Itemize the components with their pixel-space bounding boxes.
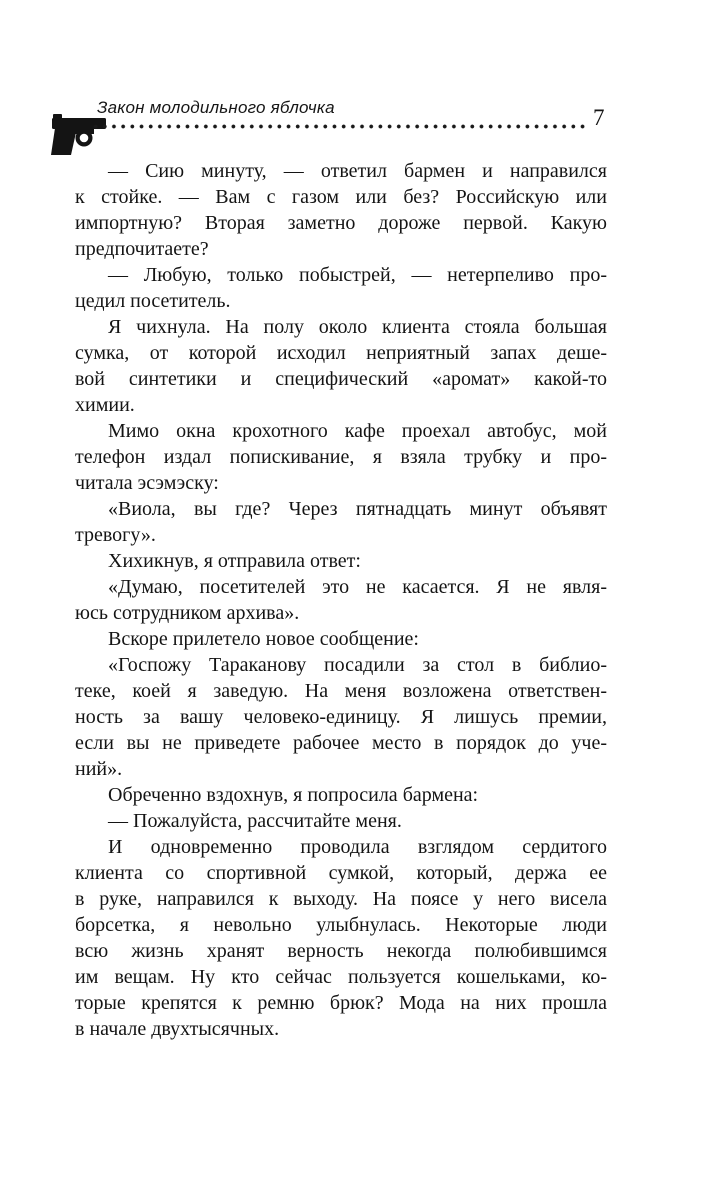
text-line: И одновременно проводила взглядом сердитого	[108, 836, 607, 858]
text-line: Мимо окна крохотного кафе проехал автобус, мой	[108, 420, 607, 442]
text-line: «Думаю, посетителей это не касается. Я не явля-	[108, 576, 607, 598]
text-line: если вы не приведете рабочее место в порядок до уче-	[75, 732, 607, 754]
page-body	[75, 158, 607, 1042]
paragraph	[75, 574, 607, 626]
text-line: импортную? Вторая заметно дороже первой. Какую	[75, 212, 607, 234]
text-line: предпочитаете?	[75, 238, 209, 260]
text-line: ний».	[75, 758, 123, 780]
text-line: всю жизнь хранят верность некогда полюбившимся	[75, 940, 607, 962]
paragraph	[75, 626, 607, 652]
paragraph	[75, 314, 607, 418]
paragraph	[75, 548, 607, 574]
text-line: — Пожалуйста, рассчитайте меня.	[108, 810, 402, 832]
text-line: телефон издал попискивание, я взяла трубку и про-	[75, 446, 607, 468]
page-number: 7	[593, 105, 605, 130]
paragraph	[75, 782, 607, 808]
text-line: клиента со спортивной сумкой, который, держа ее	[75, 862, 607, 884]
paragraph	[75, 652, 607, 782]
text-line: в руке, направился к выходу. На поясе у него висела	[75, 888, 607, 910]
paragraph	[75, 808, 607, 834]
text-line: им вещам. Ну кто сейчас пользуется кошельками, ко-	[75, 966, 607, 988]
text-line: торые крепятся к ремню брюк? Мода на них прошла	[75, 992, 607, 1014]
text-line: сумка, от которой исходил неприятный запах деше-	[75, 342, 607, 364]
text-line: цедил посетитель.	[75, 290, 231, 312]
text-line: к стойке. — Вам с газом или без? Российскую или	[75, 186, 607, 208]
text-line: Вскоре прилетело новое сообщение:	[108, 628, 419, 650]
text-line: Я чихнула. На полу около клиента стояла большая	[108, 316, 607, 338]
paragraph	[75, 418, 607, 496]
text-line: «Госпожу Тараканову посадили за стол в библио-	[108, 654, 607, 676]
text-line: теке, коей я заведую. На меня возложена ответствен-	[75, 680, 607, 702]
text-line: тревогу».	[75, 524, 156, 546]
paragraph	[75, 834, 607, 1042]
text-line: ность за вашу человеко-единицу. Я лишусь премии,	[75, 706, 607, 728]
text-line: «Виола, вы где? Через пятнадцать минут объявят	[108, 498, 607, 520]
running-title: Закон молодильного яблочка	[97, 98, 335, 117]
paragraph	[75, 262, 607, 314]
text-line: вой синтетики и специфический «аромат» какой-то	[75, 368, 607, 390]
text-line: Хихикнув, я отправила ответ:	[108, 550, 361, 572]
text-line: читала эсэмэску:	[75, 472, 219, 494]
text-line: — Сию минуту, — ответил бармен и направился	[108, 160, 607, 182]
text-line: борсетка, я невольно улыбнулась. Некоторые люди	[75, 914, 607, 936]
text-line: Обреченно вздохнув, я попросила бармена:	[108, 784, 479, 806]
paragraph	[75, 496, 607, 548]
text-line: в начале двухтысячных.	[75, 1018, 280, 1040]
text-line: химии.	[75, 394, 135, 416]
text-line: — Любую, только побыстрей, — нетерпеливо про-	[108, 264, 607, 286]
dots-leader	[91, 122, 588, 131]
text-line: юсь сотрудником архива».	[75, 602, 300, 624]
pistol-icon	[50, 109, 108, 157]
paragraph	[75, 158, 607, 262]
